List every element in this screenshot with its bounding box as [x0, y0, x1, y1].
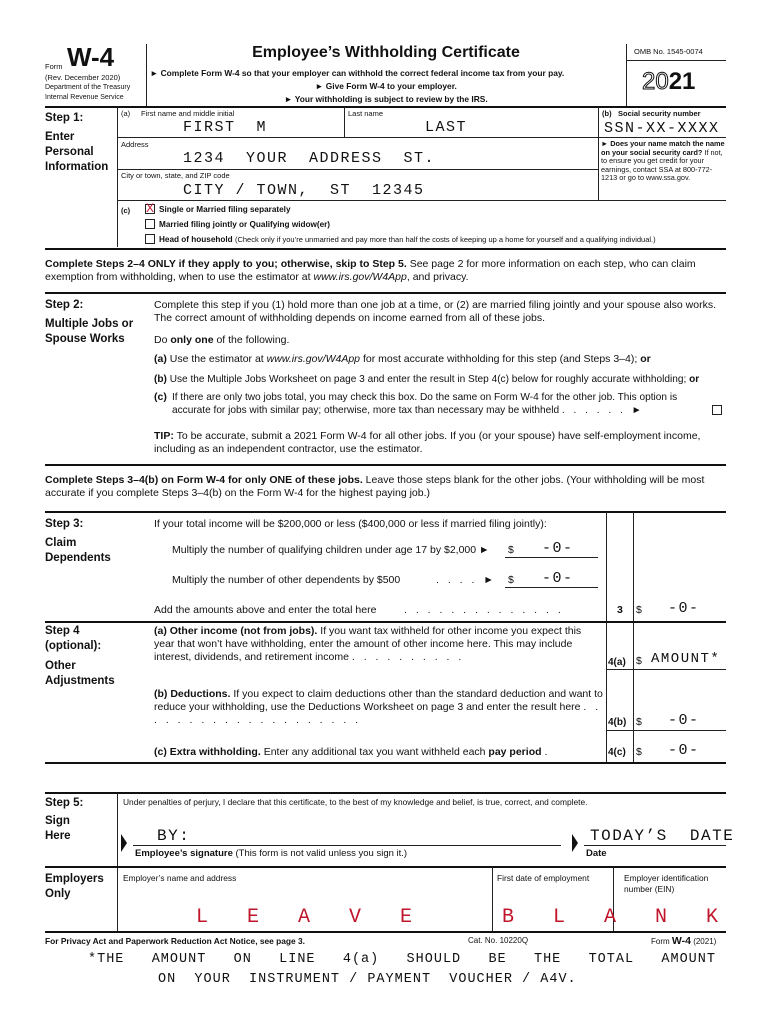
filing-joint-label: Married filing jointly or Qualifying widow(er)	[159, 220, 331, 229]
date-field[interactable]: TODAY’S DATE	[590, 827, 735, 845]
step4b-label: (b)	[154, 688, 168, 700]
address-field[interactable]: 1234 YOUR ADDRESS ST.	[183, 150, 436, 167]
intro2-rest: Leave those steps blank for the other jobs. (Your withholding will be most accurate if you complete Steps 3–4(b) on the Form W-4 for the highest paying job.)	[45, 474, 705, 499]
line3-value[interactable]: -0-	[668, 600, 700, 617]
employers-title: Employers Only	[45, 873, 104, 900]
step4b-dots: . . . . . . . . . . . . . . . . . . . .	[154, 701, 602, 726]
option-a-pre: Use the estimator at	[169, 353, 264, 365]
step1-title: Step 1:	[45, 112, 84, 124]
step3-intro: If your total income will be $200,000 or less ($400,000 or less if married filing jointly):	[154, 518, 547, 530]
head-of-household-checkbox[interactable]	[145, 234, 155, 244]
do-post: of the following.	[216, 334, 290, 346]
intro-text	[45, 258, 726, 284]
option-b-or: or	[689, 374, 700, 385]
step2-title: Step 2:	[45, 299, 84, 311]
step2-option-a	[154, 353, 726, 366]
line3-num: 3	[617, 604, 623, 616]
ssn-note-bold: ► Does your name match the name on your social security card?	[601, 139, 725, 157]
option-c-label: (c)	[154, 391, 167, 403]
name-divider	[344, 107, 345, 137]
signature-label	[135, 848, 407, 859]
step4-c	[154, 746, 604, 759]
city-label: City or town, state, and ZIP code	[121, 171, 230, 180]
date-rule	[584, 845, 726, 846]
line4b-value[interactable]: -0-	[668, 712, 700, 729]
step2-top-rule	[45, 292, 726, 294]
header-rule	[45, 106, 726, 108]
instruction-3: ► Your withholding is subject to review by the IRS.	[284, 94, 488, 104]
line4b-dollar: $	[636, 716, 642, 728]
employers-top-rule	[45, 866, 726, 868]
step4c-dots: .	[544, 746, 548, 758]
line4b-rule	[606, 730, 726, 731]
hoh-bold: Head of household	[159, 235, 233, 244]
tip-bold: TIP:	[154, 430, 174, 442]
step2-subtitle: Multiple Jobs or Spouse Works	[45, 318, 134, 345]
step2-do	[154, 334, 289, 347]
filing-hoh-label	[159, 235, 656, 244]
leave-blank-stamp: L E A V E B L A N K	[196, 906, 724, 929]
line4b-num: 4(b)	[608, 717, 627, 728]
step4-subtitle: Other Adjustments	[45, 660, 115, 687]
intro-bold: Complete Steps 2–4 ONLY if they apply to you; otherwise, skip to Step 5.	[45, 258, 407, 270]
option-c-text: If there are only two jobs total, you may check this box. Do the same on Form W-4 for the other job. This option is accurate for jobs with similar pay; otherwise, more tax than necessary may be withheld	[172, 392, 678, 416]
step1-left-border	[117, 107, 118, 247]
line3-dollar: $	[636, 604, 642, 616]
single-check-mark: X	[146, 201, 155, 215]
signature-arrow	[121, 834, 127, 852]
instruction-1: ► Complete Form W-4 so that your employer can withhold the correct federal income tax from your pay.	[150, 68, 565, 78]
label-c: (c)	[121, 206, 131, 215]
line4c-value[interactable]: -0-	[668, 742, 700, 759]
option-b-label: (b)	[154, 374, 167, 385]
step5-top-rule	[45, 792, 726, 794]
step4b-text: If you expect to claim deductions other than the standard deduction and want to reduce your withholding, use the Deductions Worksheet on page 3 and enter the result here	[154, 688, 603, 713]
address-rule	[117, 169, 598, 170]
ssn-rule	[598, 137, 726, 138]
intro-rest: See page 2 for more information on each step, who can claim exemption from withholding, when to use the estimator at	[45, 258, 696, 283]
step3-line2: Multiply the number of other dependents by $500	[172, 574, 401, 586]
line4a-num: 4(a)	[608, 657, 626, 668]
do-pre: Do	[154, 334, 168, 346]
line2-dots: . . . . ►	[436, 574, 497, 586]
header-divider-right	[626, 44, 627, 106]
line1-rule	[505, 557, 598, 558]
line2-value[interactable]: -0-	[542, 570, 574, 587]
step4a-dots: . . . . . . . . . .	[351, 651, 465, 663]
step4c-bold: Extra withholding.	[169, 746, 261, 758]
step4a-bold: Other income (not from jobs).	[169, 625, 318, 637]
option-a-label: (a)	[154, 353, 167, 365]
step4-title: Step 4 (optional):	[45, 625, 102, 652]
employer-name-label: Employer’s name and address	[123, 873, 237, 883]
form-title: Employee’s Withholding Certificate	[252, 44, 520, 61]
step3-subtitle: Claim Dependents	[45, 537, 111, 564]
label-a: (a)	[121, 109, 131, 118]
amount-col-mid	[633, 512, 634, 762]
intro2-text	[45, 474, 728, 500]
step4-top-rule	[45, 621, 726, 623]
line4c-num: 4(c)	[608, 747, 626, 758]
step2-p1: Complete this step if you (1) hold more than one job at a time, or (2) are married filing jointly and your spouse also works. The correct amount of withholding depends on income earned from all of these jobs.	[154, 299, 717, 324]
signature-field[interactable]: BY:	[157, 827, 191, 845]
step2-option-c	[172, 391, 712, 417]
date-arrow	[572, 834, 578, 852]
ssn-label: Social security number	[618, 109, 701, 118]
last-name-field[interactable]: LAST	[425, 119, 468, 136]
tip-text: To be accurate, submit a 2021 Form W-4 for all other jobs. If you (or your spouse) have self-employment income, including as an independent contractor, use the estimator.	[154, 430, 701, 455]
last-name-label: Last name	[348, 109, 384, 118]
year-light: 20	[642, 68, 669, 95]
step1-subtitle: Enter Personal Information	[45, 131, 109, 173]
step5-left-border	[117, 793, 118, 931]
married-joint-checkbox[interactable]	[145, 219, 155, 229]
intro-end: , and privacy.	[406, 271, 469, 283]
step4c-label: (c)	[154, 746, 167, 758]
footer-form-year: (2021)	[693, 937, 717, 946]
amount-col-left	[606, 512, 607, 762]
omb-divider	[626, 60, 726, 61]
option-a-or: or	[640, 353, 651, 365]
option-a-post: for most accurate withholding for this step (and Steps 3–4);	[362, 353, 638, 365]
ssn-note-text: If not, to ensure you get credit for your earnings, contact SSA at 800-772-1213 or go to www.ssa.gov.	[601, 147, 723, 183]
step3-top-rule	[45, 511, 726, 513]
single-checkbox[interactable]	[145, 201, 155, 215]
option-b-text: Use the Multiple Jobs Worksheet on page 3 and enter the result in Step 4(c) below for roughly accurate withholding;	[169, 374, 687, 385]
note-line-1: *THE AMOUNT ON LINE 4(a) SHOULD BE THE TOTAL AMOUNT	[88, 952, 716, 967]
omb-number: OMB No. 1545-0074	[634, 47, 703, 56]
sig-label-bold: Employee’s signature	[135, 848, 233, 859]
step4c-bold2: pay period	[488, 746, 542, 758]
first-name-field[interactable]: FIRST M	[183, 119, 268, 136]
perjury-text: Under penalties of perjury, I declare that this certificate, to the best of my knowledge and belief, is true, correct, and complete.	[123, 797, 588, 807]
line1-dollar: $	[508, 544, 514, 556]
first-date-label: First date of employment	[497, 873, 590, 883]
intro2-bold: Complete Steps 3–4(b) on Form W-4 for only ONE of these jobs.	[45, 474, 363, 486]
step1-bottom-rule	[45, 248, 726, 250]
step4-b	[154, 688, 604, 727]
city-field[interactable]: CITY / TOWN, ST 12345	[183, 182, 425, 199]
ssn-field[interactable]: SSN-XX-XXXX	[604, 120, 720, 137]
line3-dots: . . . . . . . . . . . . . .	[404, 604, 564, 616]
note-line-2: ON YOUR INSTRUMENT / PAYMENT VOUCHER / A4V.	[158, 972, 577, 987]
line4c-dollar: $	[636, 746, 642, 758]
irs: Internal Revenue Service	[45, 94, 124, 101]
cat-number: Cat. No. 10220Q	[468, 936, 529, 945]
city-rule	[117, 200, 726, 201]
year-bold: 21	[668, 68, 696, 95]
step2-tip	[154, 430, 726, 456]
step4c-text: Enter any additional tax you want withheld each	[263, 746, 486, 758]
step3-line1: Multiply the number of qualifying children under age 17 by $2,000 ►	[172, 544, 490, 556]
step2-option-b	[154, 373, 728, 386]
footer-form-bold: W-4	[671, 935, 691, 947]
hoh-note: (Check only if you’re unmarried and pay more than half the costs of keeping up a home for yourself and a qualifying individual.)	[234, 235, 656, 244]
ssn-divider	[598, 107, 599, 200]
form-label: Form	[45, 62, 63, 71]
footer-form	[651, 935, 716, 947]
line4a-dollar: $	[636, 655, 642, 667]
step4a-label: (a)	[154, 625, 167, 637]
option-c-dots: . . . . . . ►	[561, 405, 645, 416]
line2-rule	[505, 587, 598, 588]
footer-form-pre: Form	[651, 937, 670, 946]
first-name-label: First name and middle initial	[141, 109, 235, 118]
dept: Department of the Treasury	[45, 84, 131, 91]
form-year	[642, 68, 695, 96]
form-number: W-4	[66, 42, 115, 72]
filing-single-label: Single or Married filing separately	[159, 205, 291, 214]
line2-dollar: $	[508, 574, 514, 586]
step2-bottom-rule	[45, 464, 726, 466]
step4-a	[154, 625, 604, 664]
step4a-text: If you want tax withheld for other income you expect this year that won’t have withholding, enter the amount of other income here. This may include interest, dividends, and retirement income	[154, 625, 582, 663]
instruction-2: ► Give Form W-4 to your employer.	[315, 81, 457, 91]
step3-line3: Add the amounts above and enter the total here	[154, 604, 377, 616]
address-label: Address	[121, 140, 149, 149]
intro-url[interactable]: www.irs.gov/W4App	[313, 271, 407, 283]
sig-label-note: (This form is not valid unless you sign it.)	[235, 848, 408, 859]
option-a-url[interactable]: www.irs.gov/W4App	[266, 353, 361, 365]
do-bold: only one	[170, 334, 214, 346]
date-label: Date	[586, 848, 607, 859]
step5-title: Step 5:	[45, 797, 84, 809]
line4a-rule	[606, 669, 726, 670]
name-rule	[117, 137, 598, 138]
step4-bottom-rule	[45, 762, 726, 764]
form-id	[45, 44, 145, 71]
privacy-notice: For Privacy Act and Paperwork Reduction Act Notice, see page 3.	[45, 936, 306, 946]
line1-value[interactable]: -0-	[542, 540, 574, 557]
label-b: (b)	[602, 109, 612, 118]
ssn-note	[601, 140, 726, 183]
employers-bottom-rule	[45, 931, 726, 933]
line4a-value[interactable]: AMOUNT*	[651, 651, 721, 667]
step4b-bold: Deductions.	[170, 688, 231, 700]
signature-rule	[133, 845, 561, 846]
step3-title: Step 3:	[45, 518, 84, 530]
two-jobs-checkbox[interactable]	[712, 405, 722, 415]
rev-date: (Rev. December 2020)	[45, 73, 121, 82]
ein-label: Employer identification number (EIN)	[624, 873, 709, 894]
step5-subtitle: Sign Here	[45, 815, 71, 842]
